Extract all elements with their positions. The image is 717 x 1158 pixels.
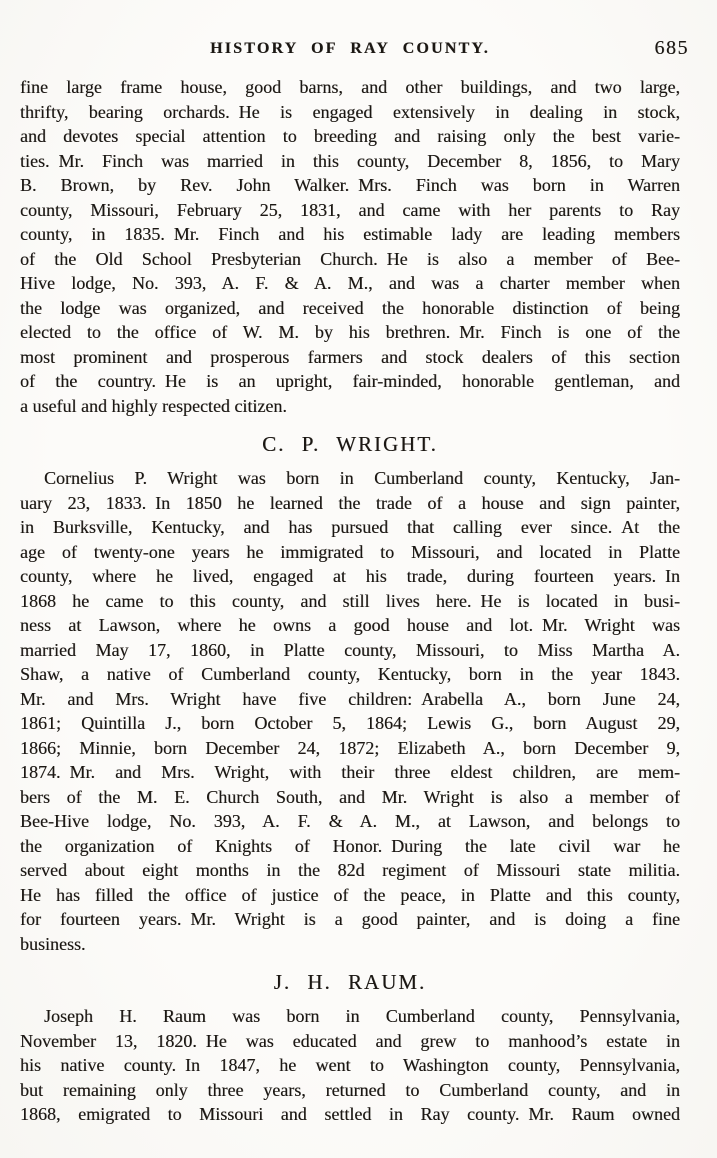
text-line: Hive lodge, No. 393, A. F. & A. M., and was a charter member when xyxy=(20,273,680,293)
text-block xyxy=(20,0,689,1127)
text-line: county, where he lived, engaged at his trade, during fourteen years. In xyxy=(20,566,680,586)
text-line: most prominent and prosperous farmers and stock dealers of this section xyxy=(20,346,680,367)
text-line: county, in 1835. Mr. Finch and his estimable lady are leading members xyxy=(20,224,680,244)
page-number: 685 xyxy=(654,37,689,59)
text-line: for fourteen years. Mr. Wright is a good painter, and is doing a fine xyxy=(20,909,680,929)
text-line: Mr. and Mrs. Wright have five children: Arabella A., born June 24, xyxy=(20,688,680,709)
text-line: uary 23, 1833. In 1850 he learned the trade of a house and sign painter, xyxy=(20,492,680,513)
text-line: fine large frame house, good barns, and other buildings, and two large, xyxy=(20,77,680,97)
text-line: of the country. He is an upright, fair-minded, honorable gentleman, and xyxy=(20,371,680,391)
text-line: November 13, 1820. He was educated and grew to manhood’s estate in xyxy=(20,1030,680,1051)
text-line: thrifty, bearing orchards. He is engaged extensively in dealing in stock, xyxy=(20,101,680,122)
text-line: 1866; Minnie, born December 24, 1872; Elizabeth A., born December 9, xyxy=(20,737,680,758)
section-heading: J. H. RAUM. xyxy=(273,970,427,994)
text-line: a useful and highly respected citizen. xyxy=(20,395,287,416)
text-line: elected to the office of W. M. by his brethren. Mr. Finch is one of the xyxy=(20,322,680,342)
text-line: in Burksville, Kentucky, and has pursued that calling ever since. At the xyxy=(20,517,680,537)
text-line: business. xyxy=(20,933,86,954)
text-line: county, Missouri, February 25, 1831, and came with her parents to Ray xyxy=(20,199,680,220)
text-line: the lodge was organized, and received the honorable distinction of being xyxy=(20,297,680,318)
text-line: 1868 he came to this county, and still lives here. He is located in busi- xyxy=(20,590,680,611)
text-line: 1868, emigrated to Missouri and settled in Ray county. Mr. Raum owned xyxy=(20,1104,680,1124)
text-line: ties. Mr. Finch was married in this county, December 8, 1856, to Mary xyxy=(20,150,680,171)
text-line: Joseph H. Raum was born in Cumberland county, Pennsylvania, xyxy=(44,1006,680,1026)
text-line: 1861; Quintilla J., born October 5, 1864; Lewis G., born August 29, xyxy=(20,713,680,733)
running-header xyxy=(20,0,689,59)
page-body xyxy=(20,75,680,1127)
paragraph xyxy=(20,1004,680,1127)
text-line: Shaw, a native of Cumberland county, Kentucky, born in the year 1843. xyxy=(20,664,680,684)
running-header-title: HISTORY OF RAY COUNTY. xyxy=(210,40,490,57)
text-line: ness at Lawson, where he owns a good house and lot. Mr. Wright was xyxy=(20,615,680,635)
text-line: Cornelius P. Wright was born in Cumberland county, Kentucky, Jan- xyxy=(44,468,680,488)
text-line: of the Old School Presbyterian Church. He is also a member of Bee- xyxy=(20,248,680,269)
paragraph xyxy=(20,466,680,956)
text-line: but remaining only three years, returned to Cumberland county, and in xyxy=(20,1079,680,1100)
text-line: served about eight months in the 82d regiment of Missouri state militia. xyxy=(20,860,680,880)
section-heading: C. P. WRIGHT. xyxy=(262,432,438,456)
text-line: age of twenty-one years he immigrated to Missouri, and located in Platte xyxy=(20,541,680,562)
text-line: married May 17, 1860, in Platte county, Missouri, to Miss Martha A. xyxy=(20,639,680,660)
text-line: B. Brown, by Rev. John Walker. Mrs. Finch was born in Warren xyxy=(20,175,680,195)
text-line: and devotes special attention to breeding and raising only the best varie- xyxy=(20,126,680,146)
text-line: the organization of Knights of Honor. During the late civil war he xyxy=(20,835,680,856)
text-line: bers of the M. E. Church South, and Mr. Wright is also a member of xyxy=(20,786,680,807)
text-line: Bee-Hive lodge, No. 393, A. F. & A. M., at Lawson, and belongs to xyxy=(20,811,680,831)
text-line: He has filled the office of justice of the peace, in Platte and this county, xyxy=(20,884,680,905)
text-line: his native county. In 1847, he went to Washington county, Pennsylvania, xyxy=(20,1055,680,1075)
text-line: 1874. Mr. and Mrs. Wright, with their three eldest children, are mem- xyxy=(20,762,680,782)
paragraph xyxy=(20,75,680,418)
